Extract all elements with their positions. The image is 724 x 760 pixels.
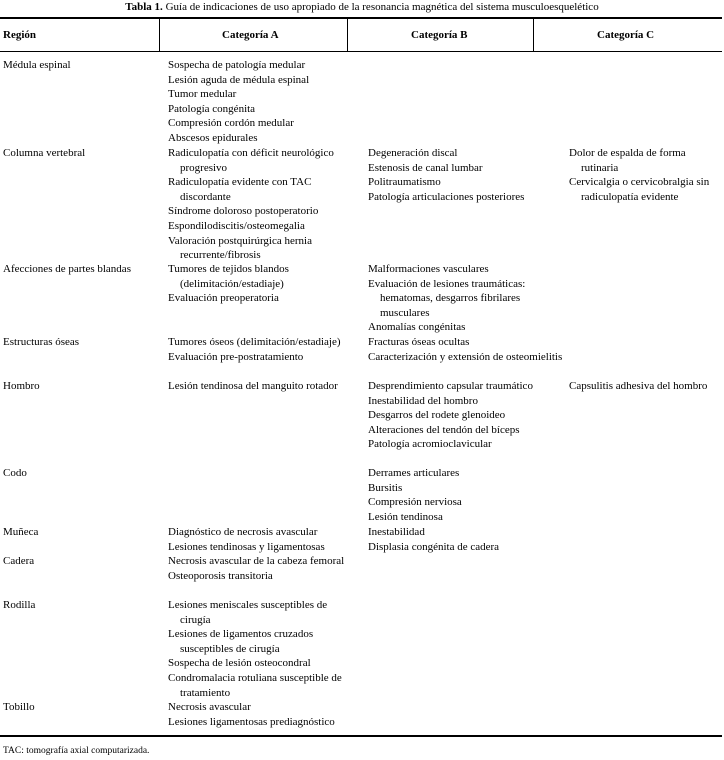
category-b-item: Malformaciones vasculares bbox=[368, 263, 489, 275]
category-a-cell bbox=[168, 146, 358, 263]
category-a-item: Lesiones tendinosas y ligamentosas bbox=[168, 540, 325, 553]
region-cell: Codo bbox=[3, 467, 27, 479]
category-b-item: Displasia congénita de cadera bbox=[368, 540, 500, 553]
header-category-b: Categoría B bbox=[411, 29, 468, 41]
category-b-item: Desprendimiento capsular traumático bbox=[368, 380, 533, 392]
category-b-item: Inestabilidad del hombro bbox=[368, 394, 478, 407]
category-a-cell bbox=[168, 58, 358, 146]
category-a-item: Síndrome doloroso postoperatorio bbox=[168, 205, 319, 218]
category-b-item: Politraumatismo bbox=[368, 176, 441, 189]
category-c-cell bbox=[569, 146, 724, 204]
category-b-item: Patología articulaciones posteriores bbox=[368, 190, 525, 203]
region-cell: Muñeca bbox=[3, 526, 39, 538]
category-c-item: Dolor de espalda de forma rutinaria bbox=[569, 147, 686, 174]
category-a-item: Lesión tendinosa del manguito rotador bbox=[168, 380, 338, 392]
category-b-item: Bursitis bbox=[368, 481, 403, 494]
category-b-item: Compresión nerviosa bbox=[368, 496, 462, 509]
table-header-rule bbox=[0, 51, 722, 52]
region-cell: Estructuras óseas bbox=[3, 336, 80, 348]
category-b-item: Caracterización y extensión de osteomielitis bbox=[368, 350, 563, 363]
region-cell: Afecciones de partes blandas bbox=[3, 263, 131, 275]
category-b-item: Desgarros del rodete glenoideo bbox=[368, 409, 506, 422]
category-a-item: Sospecha de patología medular bbox=[168, 59, 306, 71]
category-a-item: Compresión cordón medular bbox=[168, 117, 294, 130]
category-a-item: Necrosis avascular de la cabeza femoral bbox=[168, 555, 345, 567]
category-a-cell bbox=[168, 598, 358, 700]
category-b-item: Lesión tendinosa bbox=[368, 510, 443, 523]
category-b-item: Evaluación de lesiones traumáticas: hematomas, desgarros fibrilares musculares bbox=[368, 277, 526, 319]
category-a-item: Lesiones meniscales susceptibles de cirugía bbox=[168, 599, 328, 626]
category-b-item: Inestabilidad bbox=[368, 526, 425, 538]
region-cell: Médula espinal bbox=[3, 59, 71, 71]
category-a-item: Tumor medular bbox=[168, 88, 237, 101]
category-b-item: Estenosis de canal lumbar bbox=[368, 161, 483, 174]
region-cell: Columna vertebral bbox=[3, 147, 86, 159]
category-a-item: Abscesos epidurales bbox=[168, 131, 258, 144]
category-a-item: Patología congénita bbox=[168, 102, 256, 115]
category-a-item: Radiculopatía con déficit neurológico progresivo bbox=[168, 147, 334, 174]
header-region: Región bbox=[3, 29, 36, 41]
category-c-item: Capsulitis adhesiva del hombro bbox=[569, 380, 708, 392]
table-caption-label: Tabla 1. bbox=[125, 1, 163, 13]
region-cell: Cadera bbox=[3, 555, 35, 567]
category-c-item: Cervicalgia o cervicobralgia sin radiculopatía evidente bbox=[569, 176, 710, 203]
category-b-cell bbox=[368, 466, 563, 524]
category-b-item: Alteraciones del tendón del bíceps bbox=[368, 423, 520, 436]
header-divider-2 bbox=[347, 19, 348, 51]
category-a-item: Lesiones ligamentosas prediagnóstico bbox=[168, 715, 335, 728]
category-a-item: Sospecha de lesión osteocondral bbox=[168, 657, 311, 670]
category-a-cell bbox=[168, 525, 358, 554]
table-footnote: TAC: tomografía axial computarizada. bbox=[3, 746, 150, 756]
region-cell: Tobillo bbox=[3, 701, 35, 713]
region-cell: Rodilla bbox=[3, 599, 36, 611]
category-a-item: Tumores de tejidos blandos (delimitación/estadiaje) bbox=[168, 263, 289, 290]
category-a-cell bbox=[168, 554, 358, 583]
category-b-cell bbox=[368, 525, 563, 554]
category-b-item: Anomalías congénitas bbox=[368, 321, 466, 334]
table-top-rule bbox=[0, 17, 722, 19]
category-b-cell bbox=[368, 146, 563, 204]
category-b-item: Derrames articulares bbox=[368, 467, 460, 479]
category-a-item: Condromalacia rotuliana susceptible de tratamiento bbox=[168, 671, 342, 699]
category-a-cell bbox=[168, 379, 358, 394]
category-b-cell bbox=[368, 379, 563, 452]
category-a-item: Tumores óseos (delimitación/estadiaje) bbox=[168, 336, 341, 348]
header-divider-3 bbox=[533, 19, 534, 51]
category-a-cell bbox=[168, 700, 358, 729]
category-a-item: Evaluación preoperatoria bbox=[168, 292, 279, 305]
category-a-item: Radiculopatía evidente con TAC discordante bbox=[168, 176, 312, 203]
header-category-c: Categoría C bbox=[597, 29, 655, 41]
category-a-cell bbox=[168, 262, 358, 306]
category-a-item: Necrosis avascular bbox=[168, 701, 251, 713]
category-b-item: Degeneración discal bbox=[368, 147, 458, 159]
category-a-item: Lesión aguda de médula espinal bbox=[168, 73, 310, 86]
category-b-item: Fracturas óseas ocultas bbox=[368, 336, 470, 348]
category-b-item: Patología acromioclavicular bbox=[368, 438, 492, 451]
category-a-cell bbox=[168, 335, 358, 364]
category-a-item: Osteoporosis transitoria bbox=[168, 569, 273, 582]
category-a-item: Diagnóstico de necrosis avascular bbox=[168, 526, 318, 538]
category-a-item: Evaluación pre-postratamiento bbox=[168, 350, 304, 363]
category-a-item: Espondilodiscitis/osteomegalia bbox=[168, 219, 305, 232]
table-caption-text: Guía de indicaciones de uso apropiado de la resonancia magnética del sistema musculoesquelético bbox=[162, 1, 599, 13]
category-a-item: Valoración postquirúrgica hernia recurrente/fibrosis bbox=[168, 234, 312, 262]
header-category-a: Categoría A bbox=[222, 29, 279, 41]
category-a-item: Lesiones de ligamentos cruzados susceptibles de cirugía bbox=[168, 628, 314, 655]
category-c-cell bbox=[569, 379, 724, 394]
category-b-cell bbox=[368, 262, 563, 335]
table-caption bbox=[0, 0, 724, 14]
table-bottom-rule bbox=[0, 735, 722, 737]
category-b-cell bbox=[368, 335, 563, 364]
header-divider-1 bbox=[159, 19, 160, 51]
region-cell: Hombro bbox=[3, 380, 40, 392]
